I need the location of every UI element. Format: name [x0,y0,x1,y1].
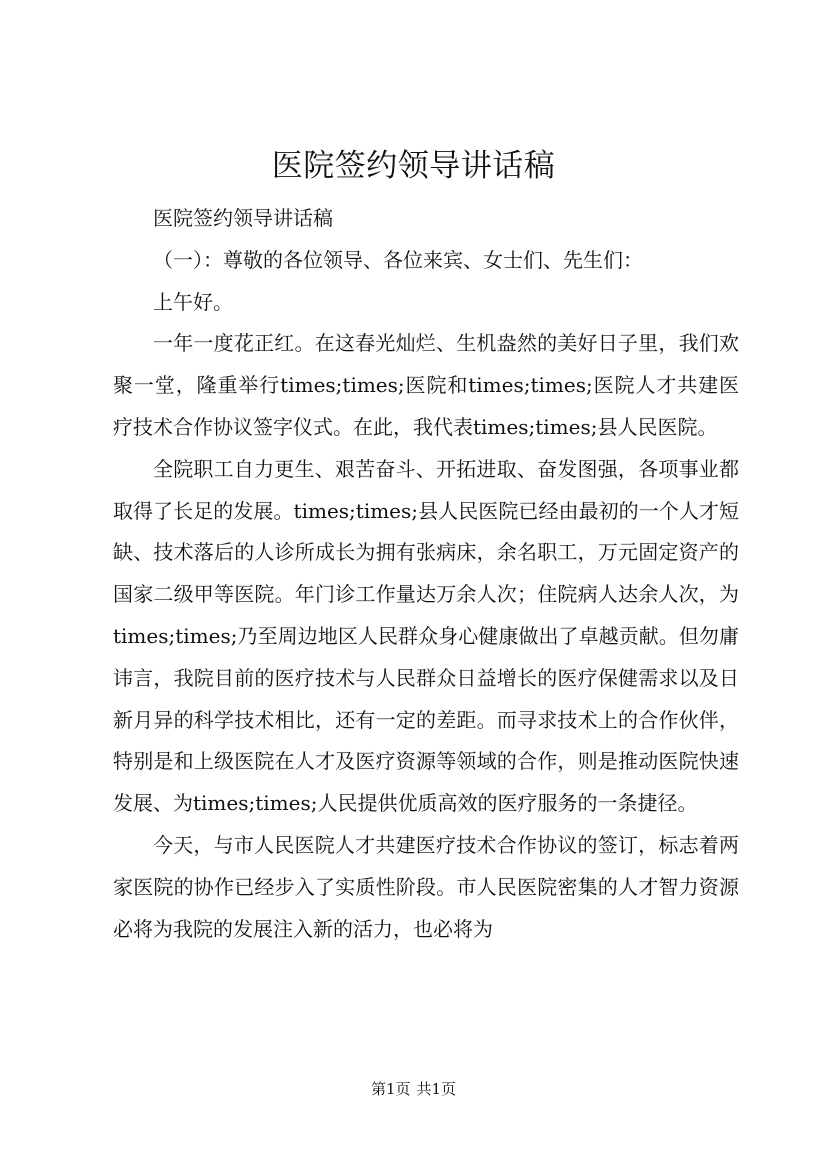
document-body [113,198,739,950]
document-title: 医院签约领导讲话稿 [271,148,556,184]
body-paragraph: 全院职工自力更生、艰苦奋斗、开拓进取、奋发图强，各项事业都取得了长足的发展。times;times;县人民医院已经由最初的一个人才短缺、技术落后的人诊所成长为拥有张病床，余名职工，万元固定资产的国家二级甲等医院。年门诊工作量达万余人次；住院病人达余人次，为times;times;乃至周边地区人民群众身心健康做出了卓越贡献。但勿庸讳言，我院目前的医疗技术与人民群众日益增长的医疗保健需求以及日新月异的科学技术相比，还有一定的差距。而寻求技术上的合作伙伴，特别是和上级医院在人才及医疗资源等领域的合作，则是推动医院快速发展、为times;times;人民提供优质高效的医疗服务的一条捷径。 [113,456,739,816]
greeting-paragraph: 上午好。 [153,289,233,314]
body-paragraph: 今天，与市人民医院人才共建医疗技术合作协议的签订，标志着两家医院的协作已经步入了实质性阶段。市人民医院密集的人才智力资源必将为我院的发展注入新的活力，也必将为 [113,832,739,941]
salutation-paragraph: （一）：尊敬的各位领导、各位来宾、女士们、先生们： [153,247,643,272]
page-number: 第1页 [370,1080,411,1098]
page-footer [0,1078,827,1100]
subtitle-paragraph: 医院签约领导讲话稿 [153,206,333,230]
page-total: 共1页 [416,1080,457,1098]
body-paragraph: 一年一度花正红。在这春光灿烂、生机盎然的美好日子里，我们欢聚一堂，隆重举行times;times;医院和times;times;医院人才共建医疗技术合作协议签字仪式。在此，我代表times;times;县人民医院。 [113,331,739,439]
